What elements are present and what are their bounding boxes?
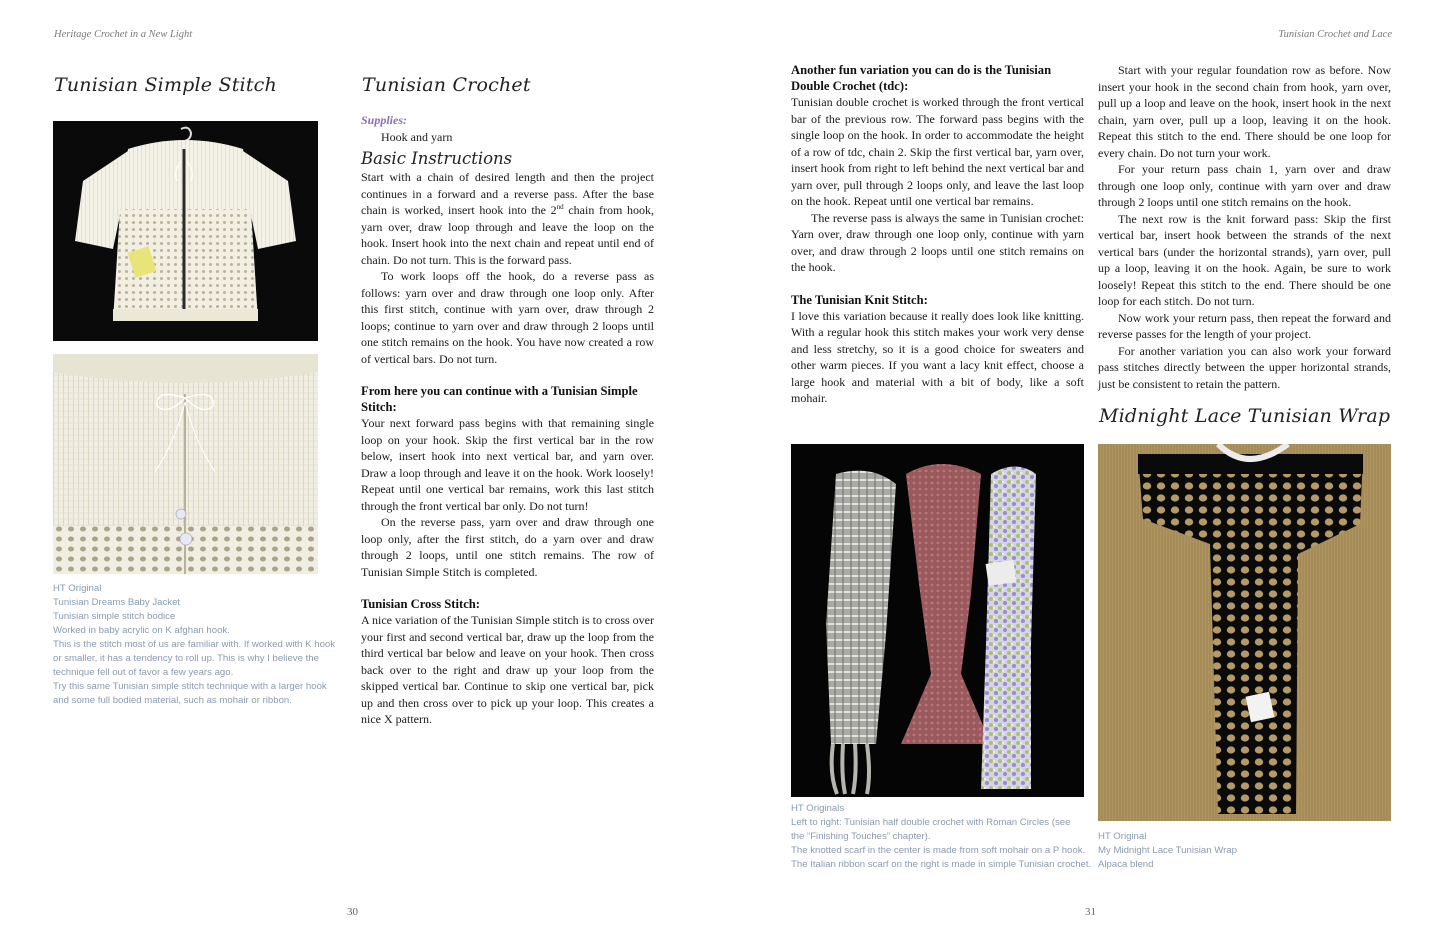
caption-line: Left to right: Tunisian half double crochet with Roman Circles (see (791, 817, 1071, 828)
caption-line: or smaller, it has a tendency to roll up. This is why I believe the (53, 653, 319, 664)
photo-three-scarves (791, 444, 1084, 797)
caption-line: Alpaca blend (1098, 859, 1154, 870)
caption-line: My Midnight Lace Tunisian Wrap (1098, 845, 1237, 856)
supplies-value: Hook and yarn (381, 129, 453, 144)
caption-line: technique fell out of favor a few years ago. (53, 667, 234, 678)
caption-wrap (1098, 830, 1237, 872)
paragraph-knit-stitch: I love this variation because it really does look like knitting. With a regular hook this stitch makes your work very dense and less stretchy, so it is a good choice for sweaters and other warm pieces. If you want a lacy knit effect, choose a large hook and material with a bit of body, like a soft mohair. (791, 308, 1084, 405)
heading-simple-stitch: From here you can continue with a Tunisian Simple Stitch: (361, 384, 638, 414)
running-head-right: Tunisian Crochet and Lace (1278, 29, 1392, 40)
caption-line: Try this same Tunisian simple stitch technique with a larger hook (53, 681, 327, 692)
paragraph-text: chain from hook, yarn over, draw loop through and leave the loop on the hook. Insert hook into the next chain and repeat until end of chain. Do not turn. This is the forward pass. (361, 203, 654, 267)
caption-line: This is the stitch most of us are familiar with. If worked with K hook (53, 639, 336, 650)
heading-basic-instructions: Basic Instructions (361, 149, 513, 168)
caption-line: the “Finishing Touches” chapter). (791, 831, 931, 842)
caption-line: HT Originals (791, 803, 845, 814)
caption-line: The Italian ribbon scarf on the right is made in simple Tunisian crochet. (791, 859, 1092, 870)
paragraph-knit-2: For your return pass chain 1, yarn over and draw through one loop only, continue with yarn over and draw through 2 loops until one stitch remains on the hook. (1098, 162, 1391, 209)
running-head-left: Heritage Crochet in a New Light (54, 29, 193, 40)
caption-line: Tunisian simple stitch bodice (53, 611, 176, 622)
article-column-right-2 (1098, 62, 1391, 392)
paragraph-tdc-1: Tunisian double crochet is worked through the front vertical bar of the previous row. The forward pass begins with the single loop on the hook. In order to accommodate the height of a row of tdc, chain 2. Skip the first vertical bar, yarn over, insert hook from right to left behind the next vertical bar and yarn over, pull through 2 loops only, and leave the last loop on the hook. Repeat until one vertical bar remains. (791, 95, 1084, 208)
article-column-right-1 (791, 62, 1084, 407)
section-title-tunisian-simple-stitch: Tunisian Simple Stitch (54, 74, 277, 96)
paragraph-simple-2: On the reverse pass, yarn over and draw through one loop only, after the first stitch, do a yarn over and draw through 2 loops, until one stitch remains. The row of Tunisian Simple Stitch is completed. (361, 515, 654, 579)
caption-scarves (791, 802, 1091, 872)
paragraph-cross-stitch: A nice variation of the Tunisian Simple stitch is to cross over your first and second vertical bar, draw up the loop from the third vertical bar below and leave on your hook. Then cross back over to the right and draw up your loop from the skipped vertical bar. Continue to skip one vertical bar, pick up and then cross over to pick up your loop. This creates a nice X pattern. (361, 613, 654, 726)
paragraph-simple-1: Your next forward pass begins with that remaining single loop on your hook. Skip the first vertical bar in the row below, insert hook into next vertical bar, and yarn over. Draw a loop through and leave it on the hook. Work loosely! Repeat until one vertical bar remains, work this last stitch through the front vertical bar only. Do not turn! (361, 416, 654, 513)
heading-knit-stitch: The Tunisian Knit Stitch: (791, 292, 928, 307)
section-title-midnight-lace-wrap: Midnight Lace Tunisian Wrap (1099, 405, 1391, 427)
caption-line: Tunisian Dreams Baby Jacket (53, 597, 181, 608)
caption-line: HT Original (1098, 831, 1147, 842)
caption-line: Worked in baby acrylic on K afghan hook. (53, 625, 230, 636)
caption-line: and some full bodied material, such as mohair or ribbon. (53, 695, 292, 706)
paragraph-knit-3: The next row is the knit forward pass: Skip the first vertical bar, insert hook between the strands of the next vertical bars (under the horizontal strands), yarn over, pull up a loop, leaving it on the hook. Again, be sure to work loosely! Repeat this stitch to the end. There should be one loop for each stitch. Do not turn. (1098, 211, 1391, 308)
supplies-label: Supplies: (361, 113, 408, 127)
paragraph-knit-4: Now work your return pass, then repeat the forward and reverse passes for the length of your project. (1098, 310, 1391, 341)
article-title-tunisian-crochet: Tunisian Crochet (362, 74, 531, 96)
paragraph-text: Start with a chain of desired length and then the project continues in a forward and a reverse pass. After the base chain is worked, insert hook into the 2 (361, 170, 654, 217)
photo-baby-jacket-detail (53, 354, 318, 574)
photo-midnight-lace-wrap (1098, 444, 1391, 821)
heading-tunisian-double-crochet: Another fun variation you can do is the Tunisian Double Crochet (tdc): (791, 63, 1052, 93)
paragraph-basic-2: To work loops off the hook, do a reverse pass as follows: yarn over and draw through one loop only. After this first stitch, continue with yarn over, draw through 2 loops; continue to yarn over and draw through 2 loops until one stitch remains on the hook. You have now created a row of vertical bars. Do not turn. (361, 269, 654, 366)
paragraph-basic-1 (361, 169, 654, 268)
paragraph-tdc-2: The reverse pass is always the same in Tunisian crochet: Yarn over, draw through one loop only, continue with yarn over, and draw through 2 loops until one stitch remains on the hook. (791, 210, 1084, 274)
superscript-nd: nd (556, 203, 564, 211)
caption-line: HT Original (53, 583, 102, 594)
article-column-left (361, 112, 654, 728)
caption-line: The knotted scarf in the center is made from soft mohair on a P hook. (791, 845, 1086, 856)
page-number-left: 30 (347, 906, 358, 918)
caption-baby-jacket (53, 582, 335, 708)
page-number-right: 31 (1085, 906, 1096, 918)
paragraph-knit-5: For another variation you can also work your forward pass stitches directly between the upper horizontal strands, just be consistent to retain the pattern. (1098, 343, 1391, 391)
photo-baby-jacket (53, 121, 318, 341)
heading-cross-stitch: Tunisian Cross Stitch: (361, 597, 480, 611)
paragraph-knit-1: Start with your regular foundation row as before. Now insert your hook in the second chain from hook, yarn over, pull up a loop and leave on the hook, insert hook in the next chain, yarn over, pull up a loop, leaving it on the hook. Repeat this stitch to the end. There should be one loop for every chain. Do not turn your work. (1098, 63, 1391, 160)
